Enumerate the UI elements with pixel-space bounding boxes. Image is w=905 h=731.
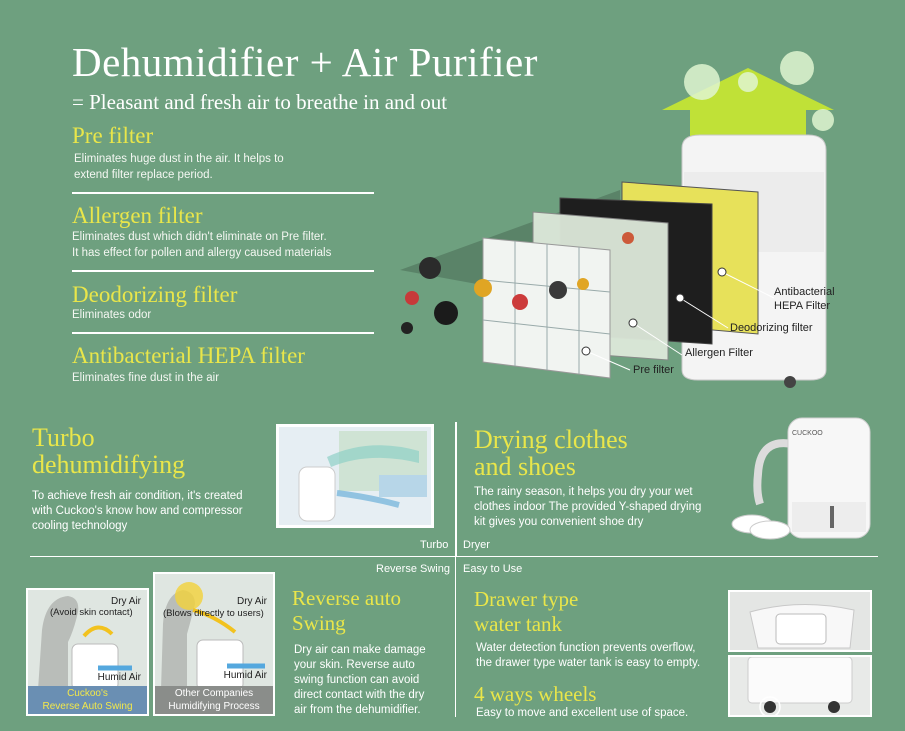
- panel-note: (Blows directly to users): [163, 608, 264, 619]
- dust-particle-icon: [401, 322, 413, 334]
- divider: [72, 270, 374, 272]
- leaf-bubble-icon: [780, 51, 814, 85]
- tag-reverse-swing: Reverse Swing: [376, 563, 450, 575]
- turbo-room-illustration: [279, 427, 431, 525]
- filter-title-pre: Pre filter: [72, 123, 154, 148]
- page-title: Dehumidifier + Air Purifier: [72, 39, 538, 85]
- panel-humid-air-label: Humid Air: [97, 672, 141, 683]
- filter-title-allergen: Allergen filter: [72, 203, 203, 228]
- reverse-title-line: Swing: [292, 611, 346, 635]
- panel-humid-air-label: Humid Air: [223, 670, 267, 681]
- filter-desc-deodorizing: Eliminates odor: [72, 309, 152, 321]
- panel-note: (Avoid skin contact): [50, 607, 133, 618]
- reverse-desc-line: air from the dehumidifier.: [294, 704, 421, 716]
- diagram-label-pre: Pre filter: [633, 364, 674, 376]
- turbo-title: [32, 424, 185, 478]
- leaf-bubble-icon: [684, 64, 720, 100]
- dust-particle-icon: [622, 232, 634, 244]
- wheel-icon: [784, 376, 796, 388]
- page-subtitle: = Pleasant and fresh air to breathe in and out: [72, 90, 448, 114]
- diagram-label-line: Antibacterial: [774, 286, 835, 298]
- wheels-desc: Easy to move and excellent use of space.: [476, 707, 689, 719]
- filter-desc-hepa: Eliminates fine dust in the air: [72, 372, 220, 384]
- leaf-bubble-icon: [738, 72, 758, 92]
- section-divider: [455, 557, 456, 717]
- divider: [72, 332, 374, 334]
- diagram-label-deodorizing: Deodorizing filter: [730, 322, 813, 334]
- dryer-desc: [474, 485, 701, 530]
- turbo-desc-line: with Cuckoo's know how and compressor: [32, 505, 243, 517]
- dust-particle-icon: [434, 301, 458, 325]
- filter-title-hepa: Antibacterial HEPA filter: [72, 343, 305, 368]
- panel-caption-line: Other Companies: [174, 688, 254, 699]
- turbo-desc: [32, 489, 243, 534]
- drawer-title-line: water tank: [474, 612, 563, 636]
- dust-particle-icon: [405, 291, 419, 305]
- filter-desc-allergen: [72, 229, 331, 261]
- diagram-label-allergen: Allergen Filter: [685, 347, 753, 359]
- tag-easy-to-use: Easy to Use: [463, 563, 523, 575]
- reverse-title: [292, 586, 401, 636]
- turbo-title-line: dehumidifying: [32, 450, 186, 479]
- drawer-photo: [728, 590, 872, 652]
- dryer-desc-line: clothes indoor The provided Y-shaped drying: [474, 501, 702, 513]
- panel-other-companies: [153, 572, 275, 716]
- wheel-icon: [764, 701, 776, 713]
- dryer-title-line: and shoes: [474, 452, 576, 481]
- wheels-illustration: [730, 657, 870, 715]
- drawer-tank-illustration: [730, 592, 870, 650]
- panel-caption: [155, 686, 273, 714]
- filter-desc-pre: [74, 151, 284, 183]
- panel-caption-line: Cuckoo's: [67, 688, 108, 699]
- dust-particle-icon: [512, 294, 528, 310]
- panel-caption-line: Reverse Auto Swing: [42, 701, 133, 712]
- panel-caption-line: Humidifying Process: [168, 701, 260, 712]
- drawer-desc-line: Water detection function prevents overflow,: [476, 642, 696, 654]
- panel-caption: [28, 686, 147, 714]
- dust-particle-icon: [474, 279, 492, 297]
- reverse-desc: [294, 643, 426, 718]
- filter-desc-line: Eliminates dust which didn't eliminate on Pre filter.: [72, 231, 327, 243]
- tag-dryer: Dryer: [463, 539, 490, 551]
- dryer-title-line: Drying clothes: [474, 425, 628, 454]
- reverse-desc-line: Dry air can make damage: [294, 644, 426, 656]
- wheel-icon: [828, 701, 840, 713]
- filter-desc-line: It has effect for pollen and allergy caused materials: [72, 247, 332, 259]
- drying-hose: [757, 443, 792, 504]
- filter-desc-line: Eliminates huge dust in the air. It helps to: [74, 153, 284, 165]
- dryer-desc-line: kit gives you convenient shoe dry: [474, 516, 644, 528]
- filter-title-deodorizing: Deodorizing filter: [72, 282, 238, 307]
- turbo-title-line: Turbo: [32, 423, 95, 452]
- dryer-desc-line: The rainy season, it helps you dry your wet: [474, 486, 693, 498]
- turbo-photo: [276, 424, 434, 528]
- reverse-desc-line: your skin. Reverse auto: [294, 659, 415, 671]
- wheels-title: 4 ways wheels: [474, 682, 597, 706]
- dust-particle-icon: [549, 281, 567, 299]
- turbo-desc-line: cooling technology: [32, 520, 128, 532]
- filter-desc-line: extend filter replace period.: [74, 169, 213, 181]
- panel-dry-air-label: Dry Air: [237, 596, 267, 607]
- shoe-icon: [750, 521, 790, 539]
- tag-row-divider: [30, 556, 878, 557]
- drawer-title-line: Drawer type: [474, 587, 579, 611]
- diagram-label-line: HEPA Filter: [774, 300, 831, 312]
- panel-cuckoo-swing: [26, 588, 149, 716]
- filter-exploded-diagram: [390, 40, 870, 400]
- reverse-title-line: Reverse auto: [292, 586, 402, 610]
- dust-particle-icon: [419, 257, 441, 279]
- airflow-arrow-icon: [84, 627, 112, 636]
- dryer-title: [474, 426, 628, 480]
- leaf-bubble-icon: [812, 109, 834, 131]
- turbo-desc-line: To achieve fresh air condition, it's created: [32, 490, 243, 502]
- drawer-desc-line: the drawer type water tank is easy to empty.: [476, 657, 701, 669]
- drawer-desc: [476, 641, 700, 671]
- diagram-label-hepa: [774, 285, 835, 313]
- wheels-photo: [728, 655, 872, 717]
- divider: [72, 192, 374, 194]
- drawer-title: [474, 587, 578, 637]
- reverse-desc-line: swing function can avoid: [294, 674, 420, 686]
- brand-logo: CUCKOO: [792, 430, 823, 437]
- panel-dry-air-label: Dry Air: [111, 596, 141, 607]
- dust-particle-icon: [577, 278, 589, 290]
- section-divider: [455, 422, 457, 556]
- tag-turbo: Turbo: [420, 539, 449, 551]
- reverse-desc-line: direct contact with the dry: [294, 689, 425, 701]
